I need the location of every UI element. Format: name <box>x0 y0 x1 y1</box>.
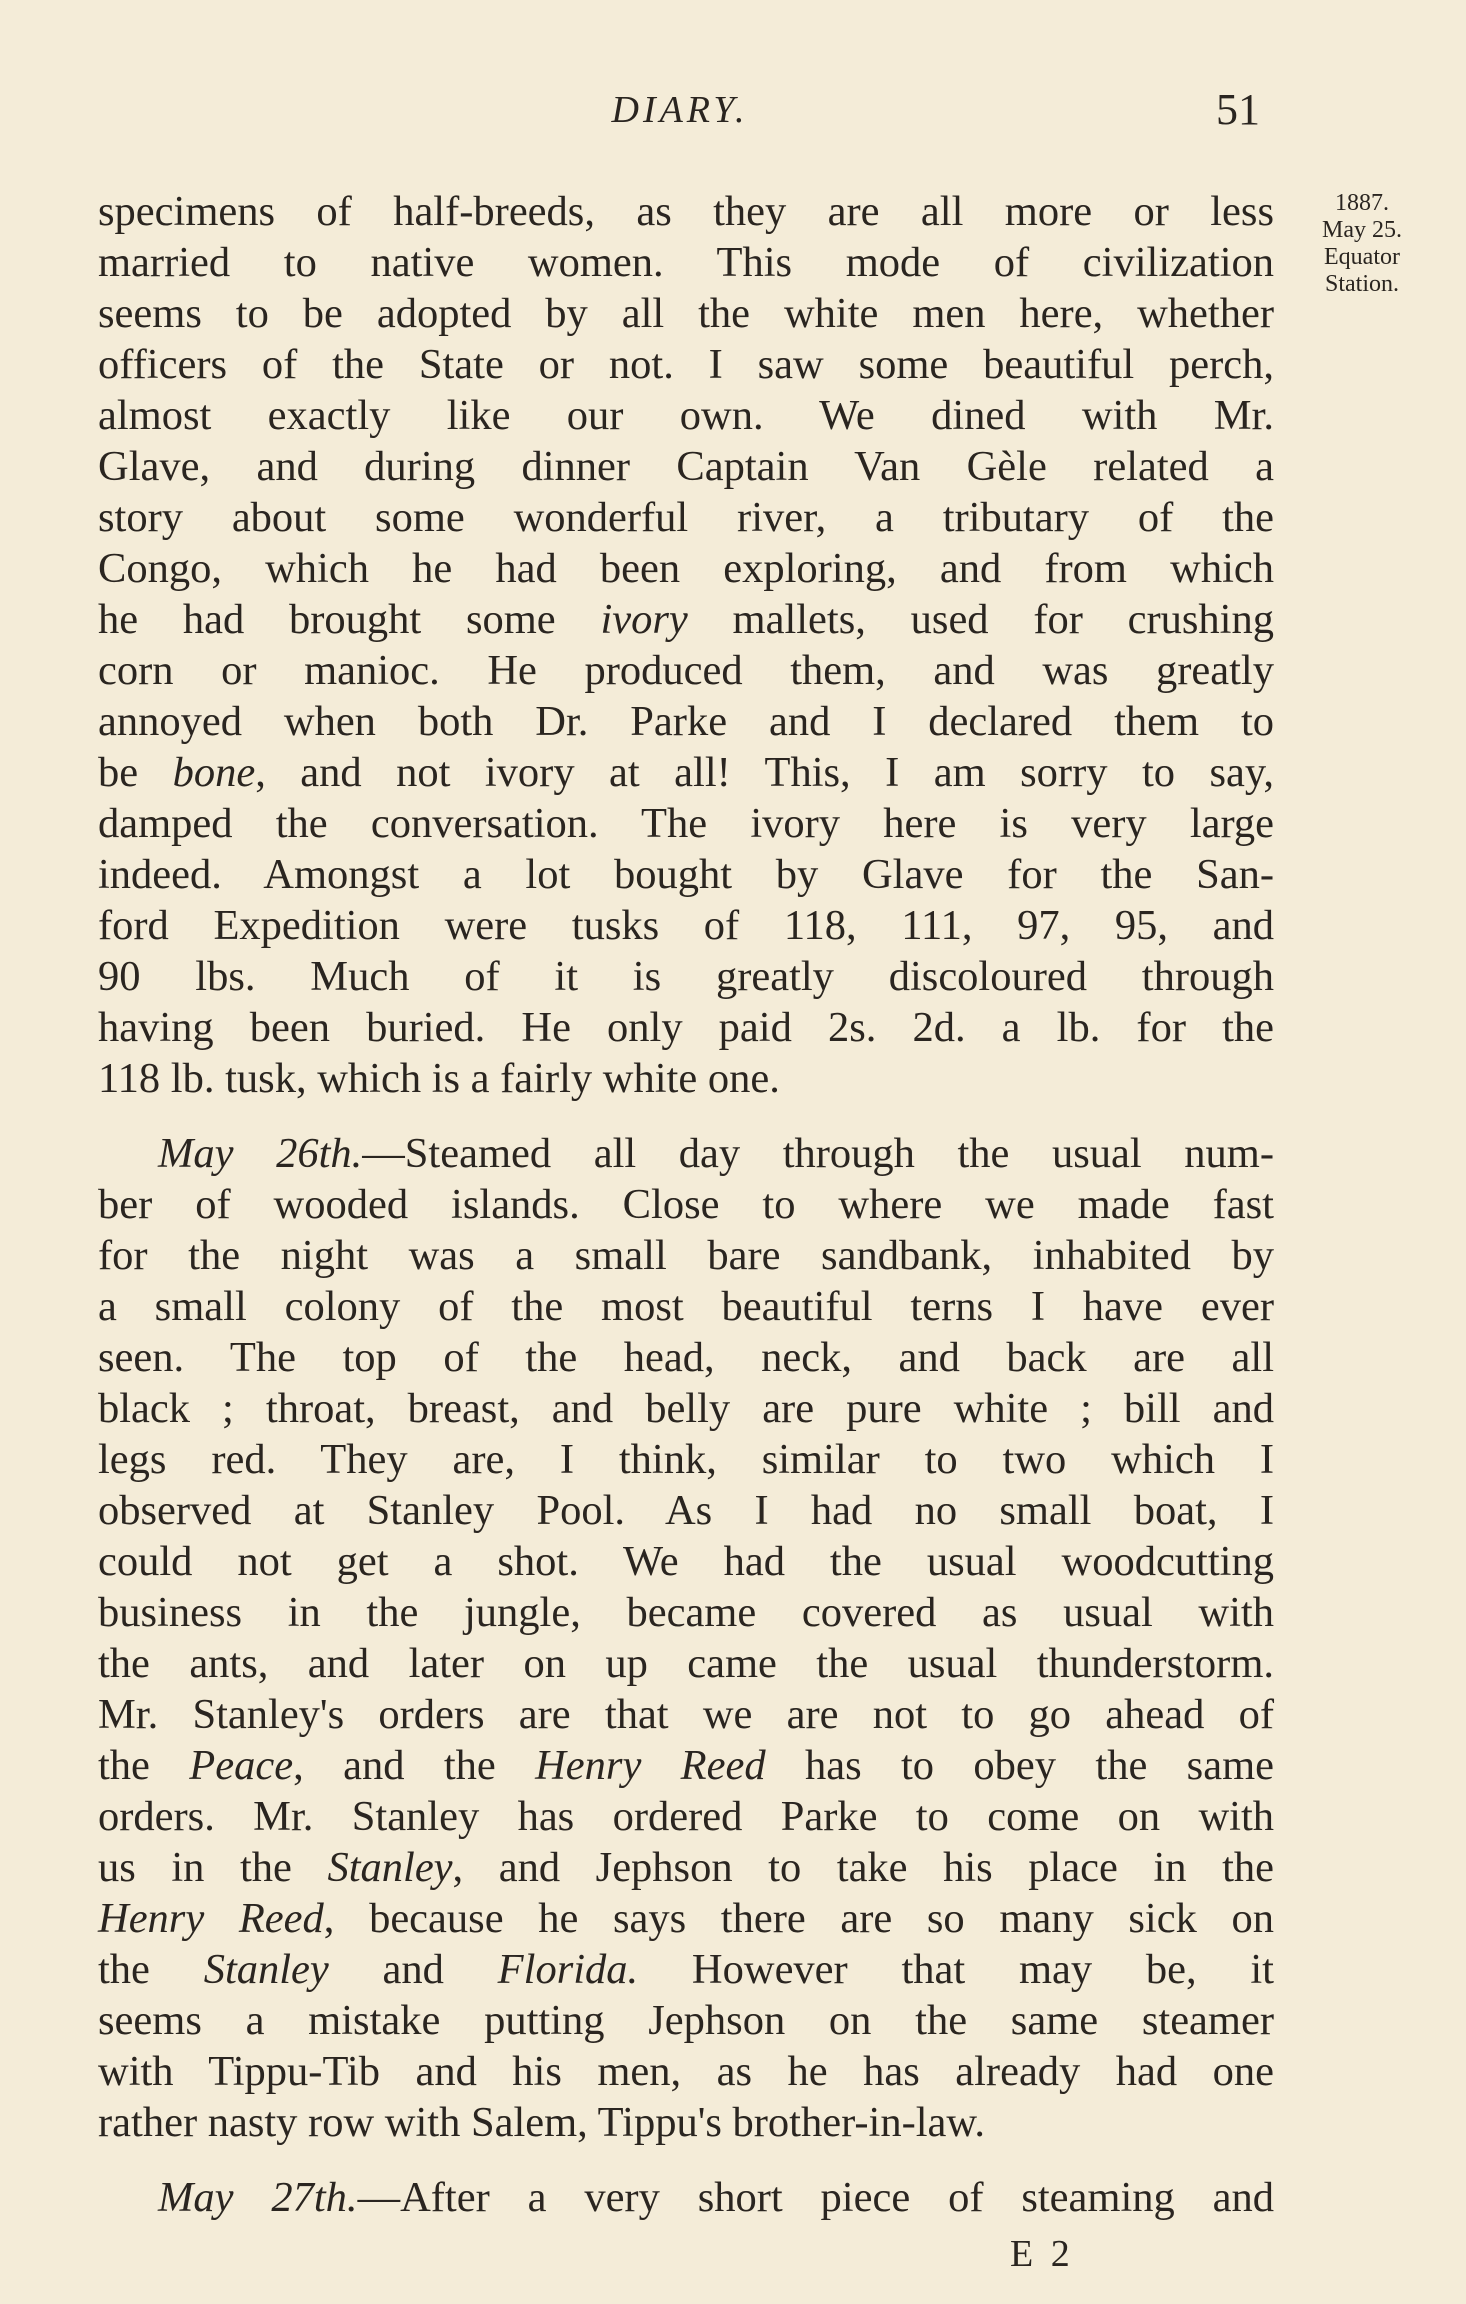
line-text: Glave, and during dinner Captain Van Gèle related a <box>98 443 1274 490</box>
text-line <box>98 1536 1274 1587</box>
text-line <box>98 1893 1274 1944</box>
text-line <box>98 2097 1274 2148</box>
text-line <box>98 1587 1274 1638</box>
text-line <box>98 186 1274 237</box>
italic-text: Henry Reed <box>98 1895 324 1942</box>
line-text: us in the <box>98 1844 328 1891</box>
italic-text: bone <box>172 749 256 796</box>
text-line <box>98 492 1274 543</box>
italic-text: May 27th. <box>158 2174 358 2221</box>
line-text: observed at Stanley Pool. As I had no small boat, I <box>98 1487 1274 1534</box>
margin-note-place-2: Station. <box>1324 271 1399 297</box>
text-line <box>98 1485 1274 1536</box>
line-text: , and Jephson to take his place in the <box>452 1844 1274 1891</box>
italic-text: Stanley <box>327 1844 453 1891</box>
line-text: seems to be adopted by all the white men here, whether <box>98 290 1274 337</box>
text-line <box>98 288 1274 339</box>
signature-mark: E 2 <box>1010 2233 1074 2275</box>
line-text: the <box>98 1946 204 1993</box>
text-line <box>98 1434 1274 1485</box>
line-text: Mr. Stanley's orders are that we are not to go ahead of <box>98 1691 1274 1738</box>
line-text: seems a mistake putting Jephson on the same steamer <box>98 1997 1274 2044</box>
text-line <box>98 441 1274 492</box>
italic-text: Henry Reed <box>535 1742 766 1789</box>
text-line <box>98 1740 1274 1791</box>
text-line <box>98 900 1274 951</box>
line-text: seen. The top of the head, neck, and back are all <box>98 1334 1274 1381</box>
margin-note-place-1: Equator <box>1324 244 1400 270</box>
text-line <box>98 390 1274 441</box>
line-text: married to native women. This mode of civilization <box>98 239 1274 286</box>
italic-text: ivory <box>600 596 688 643</box>
line-text: Congo, which he had been exploring, and from which <box>98 545 1274 592</box>
text-line <box>98 747 1274 798</box>
line-text: annoyed when both Dr. Parke and I declared them to <box>98 698 1274 745</box>
text-line <box>98 2172 1274 2223</box>
paragraph-gap <box>98 2148 1274 2172</box>
text-line <box>98 1002 1274 1053</box>
line-text: corn or manioc. He produced them, and was greatly <box>98 647 1274 694</box>
text-line <box>98 1179 1274 1230</box>
line-text: 118 lb. tusk, which is a fairly white one. <box>98 1055 780 1102</box>
text-line <box>98 849 1274 900</box>
text-line <box>98 1638 1274 1689</box>
margin-note <box>1296 190 1428 298</box>
text-line <box>98 339 1274 390</box>
line-text: officers of the State or not. I saw some beautiful perch, <box>98 341 1274 388</box>
line-text: , and not ivory at all! This, I am sorry to say, <box>255 749 1274 796</box>
line-text: the <box>98 1742 190 1789</box>
line-text: almost exactly like our own. We dined with Mr. <box>98 392 1274 439</box>
line-text: and <box>328 1946 498 1993</box>
text-line <box>98 696 1274 747</box>
text-line <box>98 1995 1274 2046</box>
text-line <box>98 1842 1274 1893</box>
line-text: 90 lbs. Much of it is greatly discoloured through <box>98 953 1274 1000</box>
line-text: —Steamed all day through the usual num- <box>362 1130 1274 1177</box>
text-line <box>98 1230 1274 1281</box>
running-header-title: DIARY. <box>611 89 749 131</box>
text-line <box>98 594 1274 645</box>
text-line <box>98 543 1274 594</box>
italic-text: Stanley <box>203 1946 329 1993</box>
line-text: damped the conversation. The ivory here is very large <box>98 800 1274 847</box>
line-text: the ants, and later on up came the usual thunderstorm. <box>98 1640 1274 1687</box>
line-text: having been buried. He only paid 2s. 2d. a lb. for the <box>98 1004 1274 1051</box>
text-line <box>98 1791 1274 1842</box>
margin-note-date: May 25. <box>1322 217 1402 243</box>
line-text: he had brought some <box>98 596 601 643</box>
line-text: ber of wooded islands. Close to where we made fast <box>98 1181 1274 1228</box>
line-text: with Tippu-Tib and his men, as he has already had one <box>98 2048 1274 2095</box>
line-text: ford Expedition were tusks of 118, 111, 97, 95, and <box>98 902 1274 949</box>
text-line <box>98 1281 1274 1332</box>
text-line <box>98 1689 1274 1740</box>
text-line <box>98 645 1274 696</box>
text-line <box>98 1053 1274 1104</box>
line-text: story about some wonderful river, a tributary of the <box>98 494 1274 541</box>
margin-note-year: 1887. <box>1335 190 1389 216</box>
line-text: could not get a shot. We had the usual woodcutting <box>98 1538 1274 1585</box>
italic-text: Peace <box>189 1742 294 1789</box>
line-text: —After a very short piece of steaming and <box>357 2174 1274 2221</box>
line-text: mallets, used for crushing <box>687 596 1274 643</box>
line-text: black ; throat, breast, and belly are pure white ; bill and <box>98 1385 1274 1432</box>
text-line <box>98 1944 1274 1995</box>
line-text: for the night was a small bare sandbank, inhabited by <box>98 1232 1274 1279</box>
line-text: rather nasty row with Salem, Tippu's brother-in-law. <box>98 2099 985 2146</box>
body-text <box>98 186 1274 2223</box>
text-line <box>98 1332 1274 1383</box>
text-line <box>98 2046 1274 2097</box>
italic-text: May 26th. <box>158 1130 363 1177</box>
line-text: orders. Mr. Stanley has ordered Parke to come on with <box>98 1793 1274 1840</box>
paragraph-gap <box>98 1104 1274 1128</box>
line-text: business in the jungle, became covered as usual with <box>98 1589 1274 1636</box>
text-line <box>98 1383 1274 1434</box>
line-text: , because he says there are so many sick on <box>323 1895 1274 1942</box>
line-text: indeed. Amongst a lot bought by Glave for the San- <box>98 851 1274 898</box>
line-text: specimens of half-breeds, as they are all more or less <box>98 188 1274 235</box>
line-text: be <box>98 749 173 796</box>
text-line <box>98 1128 1274 1179</box>
line-text: a small colony of the most beautiful terns I have ever <box>98 1283 1274 1330</box>
italic-text: Florida. <box>497 1946 639 1993</box>
line-text: However that may be, it <box>638 1946 1274 1993</box>
text-line <box>98 237 1274 288</box>
line-text: legs red. They are, I think, similar to two which I <box>98 1436 1274 1483</box>
text-line <box>98 951 1274 1002</box>
line-text: has to obey the same <box>765 1742 1274 1789</box>
page-number: 51 <box>1216 85 1260 134</box>
line-text: , and the <box>293 1742 536 1789</box>
text-line <box>98 798 1274 849</box>
